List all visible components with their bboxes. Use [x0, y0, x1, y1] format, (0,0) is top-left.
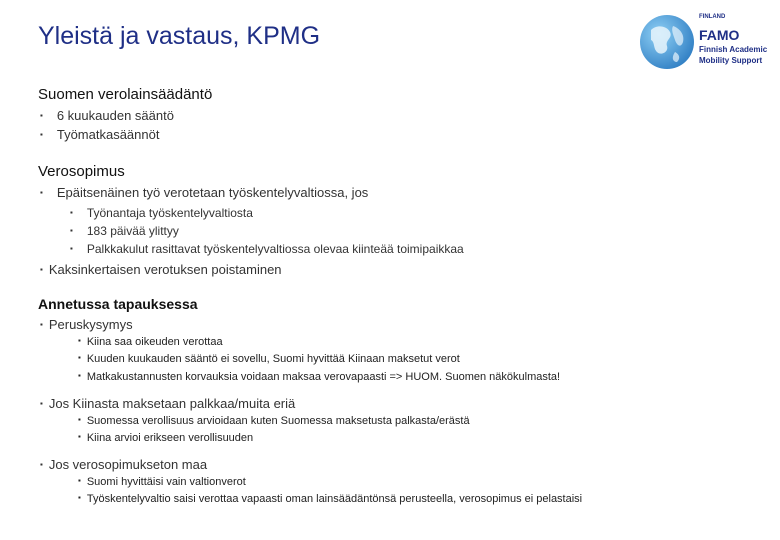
- bullet-icon: ▪: [78, 493, 81, 502]
- globe-icon: [637, 12, 697, 72]
- list-item: ▪ Kaksinkertaisen verotuksen poistaminen: [40, 262, 282, 277]
- page-title: Yleistä ja vastaus, KPMG: [38, 22, 321, 50]
- sub-list-item: ▪ Palkkakulut rasittavat työskentelyvaltiossa olevaa kiinteää toimipaikkaa: [70, 242, 464, 256]
- bullet-icon: ▪: [70, 208, 73, 217]
- list-item: ▪ Jos Kiinasta maksetaan palkkaa/muita eriä: [40, 396, 296, 411]
- list-item: ▪ Peruskysymys: [40, 317, 133, 332]
- section-heading-given-case: Annetussa tapauksessa: [38, 296, 198, 312]
- sub-list-item: ▪ Suomessa verollisuus arvioidaan kuten Suomessa maksetusta palkasta/erästä: [78, 415, 470, 427]
- bullet-icon: ▪: [70, 226, 73, 235]
- bullet-icon: ▪: [40, 460, 43, 469]
- bullet-icon: ▪: [78, 476, 81, 485]
- bullet-icon: ▪: [40, 320, 43, 329]
- bullet-icon: ▪: [40, 130, 43, 139]
- bullet-icon: ▪: [40, 399, 43, 408]
- sub-list-item: ▪ Kiina saa oikeuden verottaa: [78, 336, 223, 348]
- bullet-icon: ▪: [40, 265, 43, 274]
- sub-list-item: ▪ Suomi hyvittäisi vain valtionverot: [78, 476, 246, 488]
- bullet-icon: ▪: [78, 415, 81, 424]
- sub-list-item: ▪ Työnantaja työskentelyvaltiosta: [70, 206, 253, 220]
- bullet-icon: ▪: [78, 353, 81, 362]
- bullet-icon: ▪: [70, 244, 73, 253]
- logo-country: FINLAND: [699, 14, 726, 20]
- list-item: ▪ Työmatkasäännöt: [40, 127, 160, 142]
- logo-name: FAMO: [699, 27, 740, 43]
- bullet-icon: ▪: [40, 111, 43, 120]
- sub-list-item: ▪ Kuuden kuukauden sääntö ei sovellu, Suomi hyvittää Kiinaan maksetut verot: [78, 353, 460, 365]
- sub-list-item: ▪ Kiina arvioi erikseen verollisuuden: [78, 432, 254, 444]
- bullet-icon: ▪: [40, 188, 43, 197]
- sub-list-item: ▪ Matkakustannusten korvauksia voidaan maksaa verovapaasti => HUOM. Suomen näkökulmasta!: [78, 371, 561, 383]
- list-item: ▪ Jos verosopimukseton maa: [40, 457, 208, 472]
- logo-line1: Finnish Academic: [699, 45, 768, 54]
- sub-list-item: ▪ 183 päivää ylittyy: [70, 224, 179, 238]
- section-heading-tax-law: Suomen verolainsäädäntö: [38, 86, 213, 103]
- logo-line2: Mobility Support: [699, 56, 763, 65]
- list-item: ▪ Epäitsenäinen työ verotetaan työskentelyvaltiossa, jos: [40, 185, 369, 200]
- bullet-icon: ▪: [78, 336, 81, 345]
- bullet-icon: ▪: [78, 371, 81, 380]
- bullet-icon: ▪: [78, 432, 81, 441]
- list-item: ▪ 6 kuukauden sääntö: [40, 108, 174, 123]
- sub-list-item: ▪ Työskentelyvaltio saisi verottaa vapaasti oman lainsäädäntönsä perusteella, verosopimus ei pelastaisi: [78, 493, 583, 505]
- famo-logo: [637, 10, 768, 72]
- section-heading-tax-treaty: Verosopimus: [38, 163, 125, 180]
